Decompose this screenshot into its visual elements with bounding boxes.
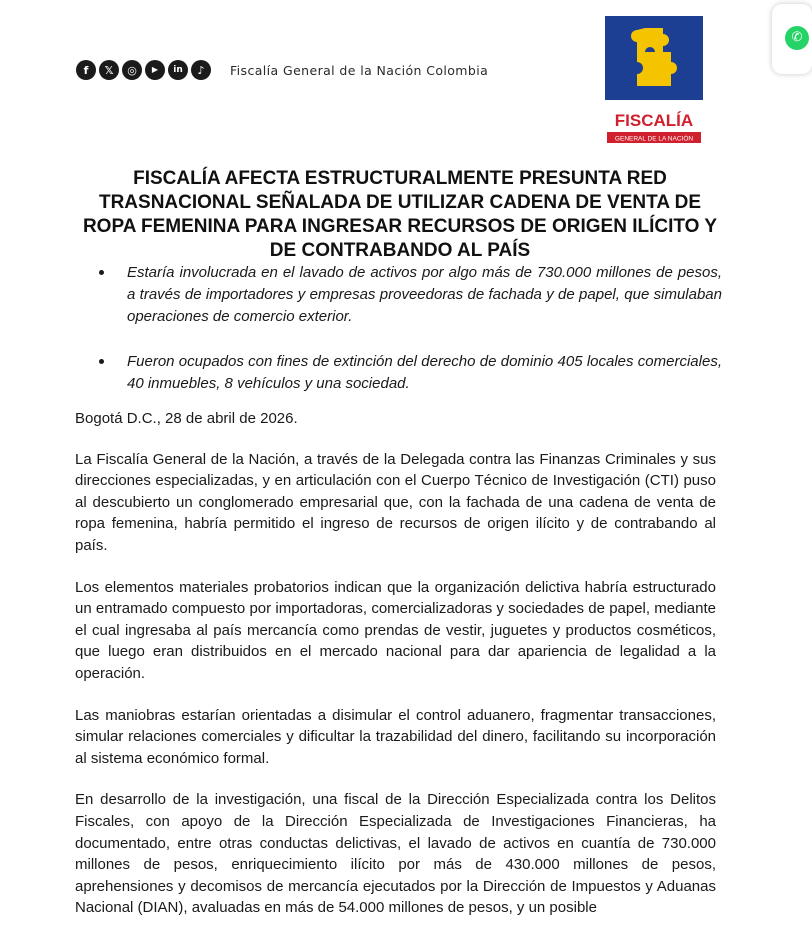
logo-wordmark: FISCALÍA	[614, 111, 694, 130]
summary-bullets	[96, 262, 722, 395]
paragraph: Las maniobras estarían orientadas a disimular el control aduanero, fragmentar transacciones, simular relaciones comerciales y dificultar la trazabilidad del dinero, facilitando su incorporación al sistema económico formal.	[75, 706, 716, 767]
logo-subtitle: GENERAL DE LA NACIÓN	[614, 135, 694, 143]
whatsapp-icon[interactable]: ✆	[785, 26, 809, 50]
dateline: Bogotá D.C., 28 de abril de 2026.	[75, 410, 298, 427]
floating-share-button[interactable]	[772, 4, 812, 74]
page-title: FISCALÍA AFECTA ESTRUCTURALMENTE PRESUNTA RED TRASNACIONAL SEÑALADA DE UTILIZAR CADENA DE VENTA DE ROPA FEMENINA PARA INGRESAR RECURSOS DE ORIGEN ILÍCITO Y DE CONTRABANDO AL PAÍS	[82, 168, 718, 261]
org-name: Fiscalía General de la Nación Colombia	[230, 62, 489, 78]
paragraph: Los elementos materiales probatorios indican que la organización delictiva habría estructurado un entramado compuesto por importadoras, comercializadoras y sociedades de papel, mediante el cual ingresaba al país mercancía como prendas de vestir, juguetes y productos cosméticos, que luego eran distribuidos en el mercado nacional para dar apariencia de legalidad a la operación.	[75, 578, 716, 682]
article-body	[75, 408, 716, 939]
bullet-dot	[99, 359, 104, 364]
paragraph: En desarrollo de la investigación, una fiscal de la Dirección Especializada contra los Delitos Fiscales, con apoyo de la Dirección Especializada de Investigaciones Financieras, ha documentado, entre otras conductas delictivas, el lavado de activos en cuantía de 730.000 millones de pesos, enriquecimiento ilícito por más de 430.000 millones de pesos, aprehensiones y decomisos de mercancía ejecutados por la Dirección de Impuestos y Aduanas Nacional (DIAN), avaluadas en más de 54.000 millones de pesos, y un posible	[75, 791, 716, 917]
bullet-text: Fueron ocupados con fines de extinción del derecho de dominio 405 locales comerciales, 40 inmuebles, 8 vehículos y una sociedad.	[127, 353, 722, 392]
facebook-icon[interactable]: f	[76, 60, 96, 80]
x-icon[interactable]: 𝕏	[99, 60, 119, 80]
social-media-row	[76, 60, 488, 80]
fiscalia-logo	[605, 16, 703, 146]
fiscalia-logo-graphic	[605, 16, 703, 146]
tiktok-icon[interactable]: ♪	[191, 60, 211, 80]
bullet-text: Estaría involucrada en el lavado de activos por algo más de 730.000 millones de pesos, a través de importadores y empresas proveedoras de fachada y de papel, que simulaban operaciones de comercio exterior.	[127, 264, 722, 325]
bullet-item	[96, 351, 722, 395]
bullet-item	[96, 262, 722, 328]
bullet-dot	[99, 270, 104, 275]
paragraph: La Fiscalía General de la Nación, a través de la Delegada contra las Finanzas Criminales y sus direcciones especializadas, y en articulación con el Cuerpo Técnico de Investigación (CTI) puso al descubierto un conglomerado empresarial que, con la fachada de una cadena de venta de ropa femenina, habría permitido el ingreso de recursos de origen ilícito y de contrabando al país.	[75, 450, 716, 554]
instagram-icon[interactable]: ◎	[122, 60, 142, 80]
youtube-icon[interactable]: ▶	[145, 60, 165, 80]
linkedin-icon[interactable]: in	[168, 60, 188, 80]
